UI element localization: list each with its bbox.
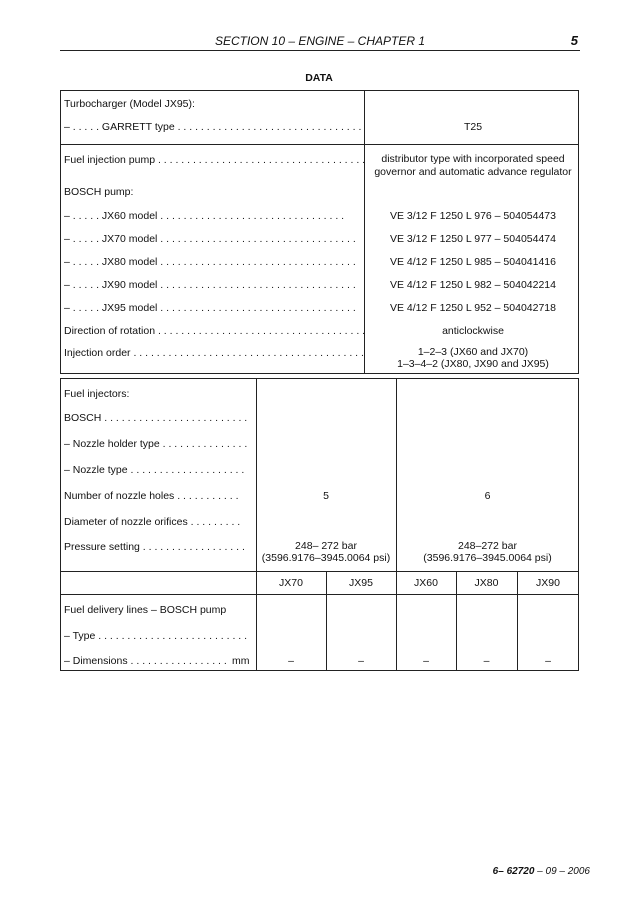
garrett-type-value: T25 (463, 121, 483, 133)
dimensions-unit: mm (232, 655, 250, 667)
model-jx80-label: – . . . . . JX80 model . . . . . . . . . . . . . . . . . . . . . . . . . . . . . . . . . . (64, 256, 356, 268)
bosch-injector-label: BOSCH . . . . . . . . . . . . . . . . . . . . . . . . . (64, 412, 248, 424)
dimension-value-jx90: – (545, 655, 551, 667)
fuel-injectors-heading: Fuel injectors: (64, 388, 130, 400)
pressure-value-b-1: 248–272 bar (458, 540, 517, 552)
table1-row-divider (60, 144, 579, 145)
table2-row-divider-top (60, 571, 579, 572)
nozzle-holes-label: Number of nozzle holes . . . . . . . . . . . (64, 490, 239, 502)
model-header-jx80: JX80 (474, 577, 499, 589)
pressure-value-b-2: (3596.9176–3945.0064 psi) (423, 552, 552, 564)
injection-order-value-1: 1–2–3 (JX60 and JX70) (417, 346, 529, 358)
model-jx60-label: – . . . . . JX60 model . . . . . . . . . . . . . . . . . . . . . . . . . . . . . . . . (64, 210, 345, 222)
dimension-value-jx95: – (358, 655, 364, 667)
injection-order-value-2: 1–3–4–2 (JX80, JX90 and JX95) (397, 358, 549, 370)
nozzle-holes-value-a: 5 (323, 490, 329, 502)
fuel-injection-pump-label: Fuel injection pump . . . . . . . . . . . . . . . . . . . . . . . . . . . . . . . . . . . . (64, 154, 366, 166)
injection-order-label: Injection order . . . . . . . . . . . . . . . . . . . . . . . . . . . . . . . . . . . . . . . . (64, 347, 364, 359)
table2-divider-main (396, 378, 397, 671)
model-jx80-value: VE 4/12 F 1250 L 985 – 504041416 (389, 256, 556, 268)
table2-divider-label (256, 378, 257, 671)
dimension-value-jx80: – (483, 655, 490, 667)
model-jx90-value: VE 4/12 F 1250 L 982 – 504042214 (389, 279, 556, 291)
document-code: 6– 62720 (492, 866, 535, 877)
dimension-value-jx70: – (288, 655, 294, 667)
dimension-value-jx60: – (423, 655, 429, 667)
table2-row-divider-bottom (60, 594, 579, 595)
nozzle-diameter-label: Diameter of nozzle orifices . . . . . . . . . (64, 516, 241, 528)
nozzle-holder-type-label: – Nozzle holder type . . . . . . . . . . . . . . . (64, 438, 248, 450)
pressure-value-a-2: (3596.9176–3945.0064 psi) (261, 552, 391, 564)
page-header (60, 34, 580, 51)
page-number: 5 (570, 33, 578, 48)
fuel-injection-pump-value-1: distributor type with incorporated speed (381, 153, 565, 165)
section-title: SECTION 10 – ENGINE – CHAPTER 1 (214, 34, 426, 48)
pressure-value-a-1: 248– 272 bar (295, 540, 357, 552)
model-header-jx60: JX60 (414, 577, 438, 589)
fuel-injection-pump-value-2: governor and automatic advance regulator (374, 166, 572, 178)
model-jx90-label: – . . . . . JX90 model . . . . . . . . . . . . . . . . . . . . . . . . . . . . . . . . . . (64, 279, 356, 291)
rotation-label: Direction of rotation . . . . . . . . . . . . . . . . . . . . . . . . . . . . . . . . . . . . (64, 325, 366, 337)
page-footer (493, 866, 590, 877)
turbocharger-heading: Turbocharger (Model JX95): (64, 98, 195, 110)
document-date: – 09 – 2006 (534, 866, 590, 877)
model-header-jx90: JX90 (536, 577, 560, 589)
pressure-setting-label: Pressure setting . . . . . . . . . . . . . . . . . . (64, 541, 245, 553)
dimensions-label: – Dimensions . . . . . . . . . . . . . . . . . (64, 655, 227, 667)
model-jx95-value: VE 4/12 F 1250 L 952 – 504042718 (389, 302, 556, 314)
nozzle-holes-value-b: 6 (484, 490, 491, 502)
model-jx60-value: VE 3/12 F 1250 L 976 – 504054473 (389, 210, 556, 222)
garrett-type-label: – . . . . . GARRETT type . . . . . . . . . . . . . . . . . . . . . . . . . . . . . . . . (64, 121, 362, 133)
fuel-delivery-lines-heading: Fuel delivery lines – BOSCH pump (64, 604, 227, 616)
line-type-label: – Type . . . . . . . . . . . . . . . . . . . . . . . . . . (64, 630, 248, 642)
data-heading: DATA (305, 72, 333, 84)
model-jx70-value: VE 3/12 F 1250 L 977 – 504054474 (389, 233, 556, 245)
bosch-pump-heading: BOSCH pump: (64, 186, 134, 198)
model-jx70-label: – . . . . . JX70 model . . . . . . . . . . . . . . . . . . . . . . . . . . . . . . . . . . (64, 233, 356, 245)
nozzle-type-label: – Nozzle type . . . . . . . . . . . . . . . . . . . . (64, 464, 245, 476)
model-jx95-label: – . . . . . JX95 model . . . . . . . . . . . . . . . . . . . . . . . . . . . . . . . . . . (64, 302, 356, 314)
rotation-value: anticlockwise (442, 325, 504, 337)
model-header-jx70: JX70 (279, 577, 303, 589)
model-header-jx95: JX95 (349, 577, 373, 589)
